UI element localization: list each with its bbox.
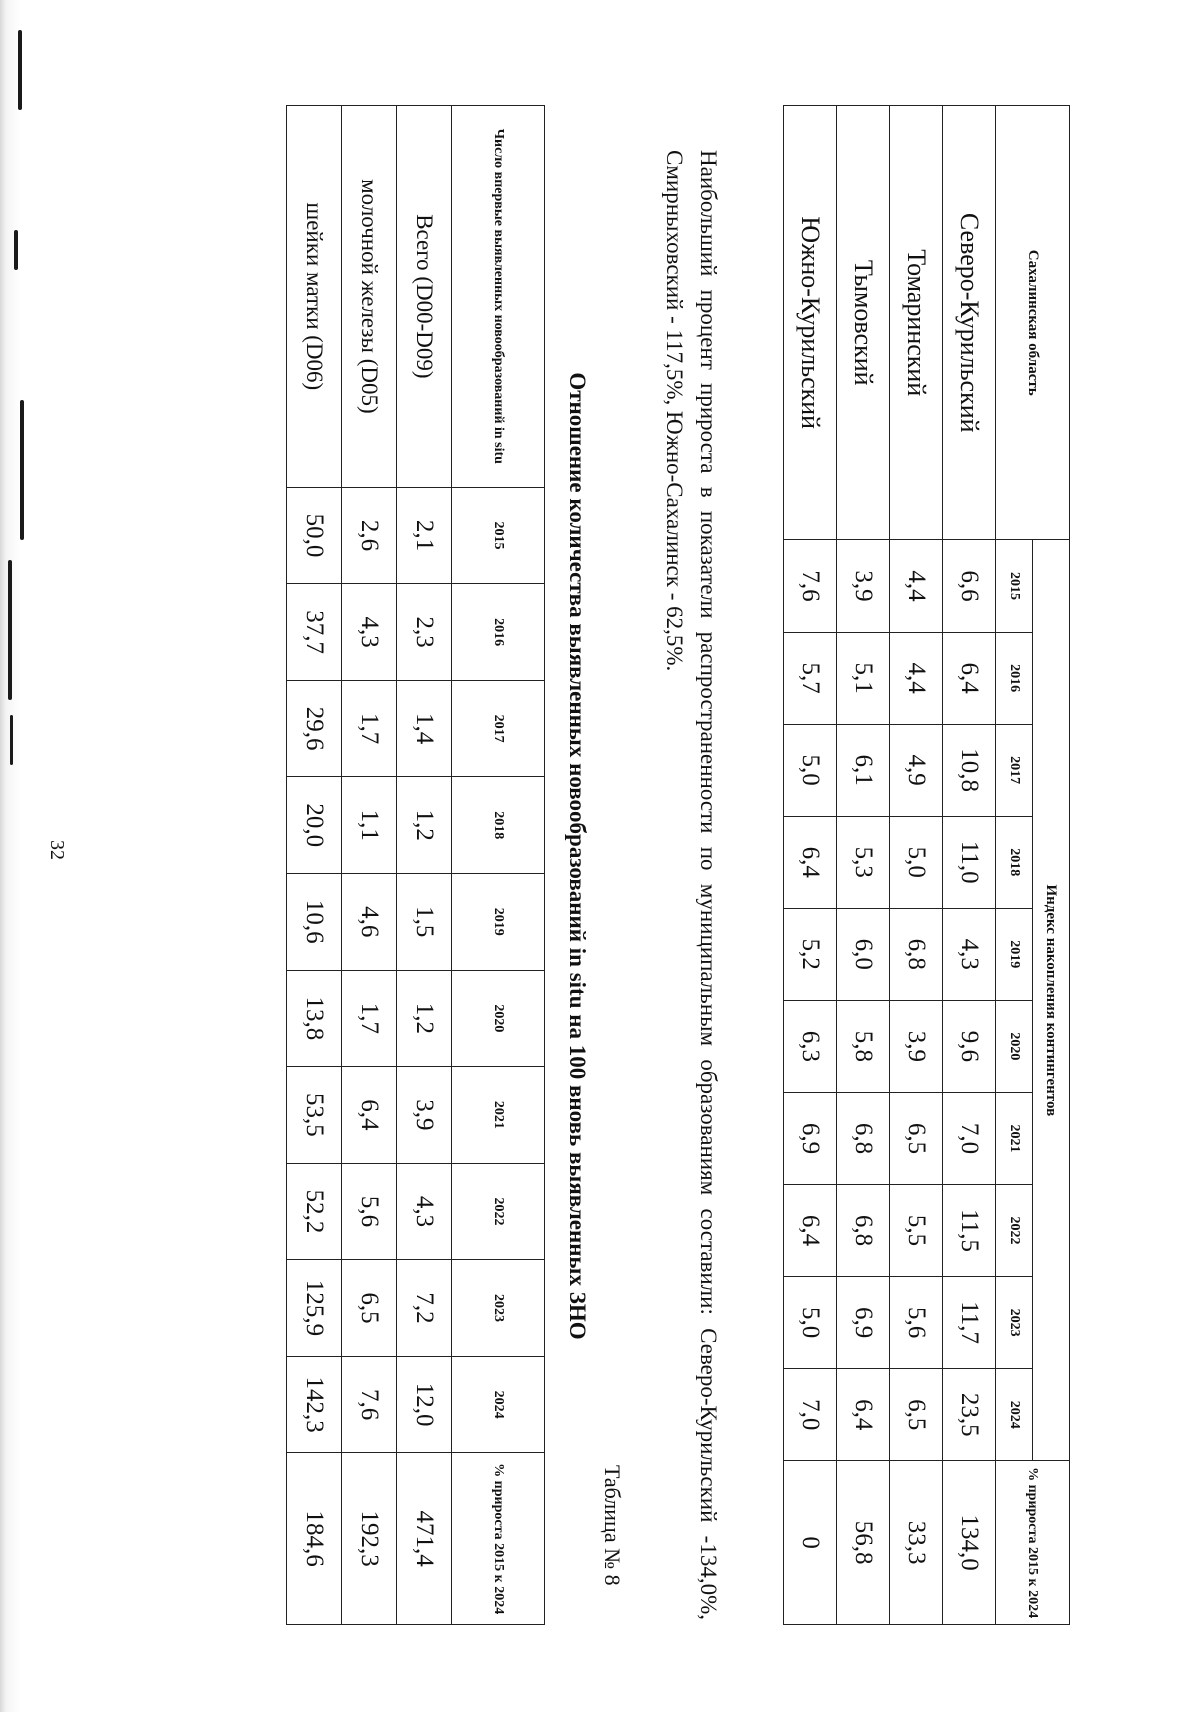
- header-pct: % прироста 2015 к 2024: [996, 1461, 1070, 1625]
- value-cell: 5,6: [890, 1277, 943, 1369]
- area-name: Южно-Курильский: [784, 106, 837, 540]
- value-cell: 10,6: [287, 873, 342, 970]
- year-header: 2019: [452, 873, 545, 970]
- value-cell: 6,9: [784, 1092, 837, 1184]
- year-header: 2020: [996, 1000, 1033, 1092]
- header-row: [452, 106, 545, 1625]
- year-header: 2015: [452, 487, 545, 584]
- value-cell: 12,0: [397, 1356, 452, 1453]
- year-header: 2017: [452, 680, 545, 777]
- year-header: 2020: [452, 970, 545, 1067]
- growth-paragraph: Наибольший процент прироста в показатели распространенности по муниципальным образованиям составили: Северо-Курильский -134,0%, Смирныховский - 117,5%, Южно-Сахалинск - 62,5%.: [662, 150, 721, 1620]
- value-cell: 13,8: [287, 970, 342, 1067]
- area-name: Северо-Курильский: [943, 106, 996, 540]
- value-cell: 29,6: [287, 680, 342, 777]
- pct-cell: 0: [784, 1461, 837, 1625]
- value-cell: 2,3: [397, 584, 452, 681]
- value-cell: 1,2: [397, 970, 452, 1067]
- value-cell: 9,6: [943, 1000, 996, 1092]
- year-header: 2019: [996, 908, 1033, 1000]
- year-header: 2024: [996, 1369, 1033, 1461]
- table-row: [287, 106, 342, 1625]
- value-cell: 2,1: [397, 487, 452, 584]
- value-cell: 7,2: [397, 1260, 452, 1357]
- value-cell: 6,0: [837, 908, 890, 1000]
- value-cell: 142,3: [287, 1356, 342, 1453]
- value-cell: 5,5: [890, 1185, 943, 1277]
- value-cell: 6,8: [837, 1092, 890, 1184]
- year-header: 2021: [452, 1067, 545, 1164]
- value-cell: 53,5: [287, 1067, 342, 1164]
- value-cell: 6,5: [342, 1260, 397, 1357]
- value-cell: 6,9: [837, 1277, 890, 1369]
- accumulation-index-table: [783, 105, 1070, 1625]
- value-cell: 5,8: [837, 1000, 890, 1092]
- table-row: [397, 106, 452, 1625]
- header-pct: % прироста 2015 к 2024: [452, 1453, 545, 1625]
- table-row: [342, 106, 397, 1625]
- value-cell: 4,6: [342, 873, 397, 970]
- value-cell: 1,2: [397, 777, 452, 874]
- table-row: [784, 106, 837, 1625]
- year-header: 2018: [996, 816, 1033, 908]
- year-header: 2022: [452, 1163, 545, 1260]
- value-cell: 5,0: [784, 724, 837, 816]
- value-cell: 6,4: [784, 816, 837, 908]
- year-header: 2018: [452, 777, 545, 874]
- value-cell: 50,0: [287, 487, 342, 584]
- table-row: [837, 106, 890, 1625]
- pct-cell: 134,0: [943, 1461, 996, 1625]
- year-header: 2016: [996, 632, 1033, 724]
- value-cell: 7,6: [342, 1356, 397, 1453]
- table-row: [890, 106, 943, 1625]
- value-cell: 7,6: [784, 540, 837, 632]
- header-index: Индекс накопления контингентов: [1033, 540, 1070, 1461]
- value-cell: 3,9: [397, 1067, 452, 1164]
- in-situ-ratio-table: [286, 105, 545, 1625]
- value-cell: 125,9: [287, 1260, 342, 1357]
- value-cell: 4,3: [397, 1163, 452, 1260]
- value-cell: 5,0: [890, 816, 943, 908]
- value-cell: 6,1: [837, 724, 890, 816]
- value-cell: 6,8: [837, 1185, 890, 1277]
- value-cell: 4,9: [890, 724, 943, 816]
- value-cell: 1,1: [342, 777, 397, 874]
- value-cell: 3,9: [890, 1000, 943, 1092]
- header-area: Сахалинская область: [996, 106, 1070, 540]
- value-cell: 11,0: [943, 816, 996, 908]
- year-header: 2016: [452, 584, 545, 681]
- value-cell: 11,5: [943, 1185, 996, 1277]
- area-name: Тымовский: [837, 106, 890, 540]
- value-cell: 11,7: [943, 1277, 996, 1369]
- value-cell: 5,7: [784, 632, 837, 724]
- value-cell: 5,3: [837, 816, 890, 908]
- value-cell: 2,6: [342, 487, 397, 584]
- value-cell: 52,2: [287, 1163, 342, 1260]
- pct-cell: 471,4: [397, 1453, 452, 1625]
- row-label: шейки матки (D06): [287, 106, 342, 488]
- year-header: 2021: [996, 1092, 1033, 1184]
- table-body: [287, 106, 452, 1625]
- value-cell: 6,6: [943, 540, 996, 632]
- value-cell: 6,4: [784, 1185, 837, 1277]
- pct-cell: 192,3: [342, 1453, 397, 1625]
- value-cell: 6,8: [890, 908, 943, 1000]
- row-label: Всего (D00-D09): [397, 106, 452, 488]
- value-cell: 7,0: [784, 1369, 837, 1461]
- table-row: [943, 106, 996, 1625]
- row-label: молочной железы (D05): [342, 106, 397, 488]
- table-number: Таблица № 8: [600, 1465, 625, 1586]
- year-header: 2015: [996, 540, 1033, 632]
- value-cell: 7,0: [943, 1092, 996, 1184]
- value-cell: 10,8: [943, 724, 996, 816]
- value-cell: 37,7: [287, 584, 342, 681]
- value-cell: 1,4: [397, 680, 452, 777]
- year-header: 2023: [452, 1260, 545, 1357]
- value-cell: 4,3: [342, 584, 397, 681]
- year-header: 2023: [996, 1277, 1033, 1369]
- value-cell: 23,5: [943, 1369, 996, 1461]
- value-cell: 20,0: [287, 777, 342, 874]
- area-name: Томаринский: [890, 106, 943, 540]
- pct-cell: 56,8: [837, 1461, 890, 1625]
- value-cell: 1,7: [342, 970, 397, 1067]
- year-header: 2024: [452, 1356, 545, 1453]
- table-title: Отношение количества выявленных новообразований in situ на 100 вновь выявленных ЗНО: [565, 372, 590, 1340]
- value-cell: 3,9: [837, 540, 890, 632]
- value-cell: 4,4: [890, 632, 943, 724]
- value-cell: 5,0: [784, 1277, 837, 1369]
- value-cell: 6,3: [784, 1000, 837, 1092]
- pct-cell: 184,6: [287, 1453, 342, 1625]
- value-cell: 6,4: [837, 1369, 890, 1461]
- value-cell: 1,7: [342, 680, 397, 777]
- page-number: 32: [46, 840, 68, 860]
- table-body: [784, 106, 996, 1625]
- pct-cell: 33,3: [890, 1461, 943, 1625]
- value-cell: 5,1: [837, 632, 890, 724]
- value-cell: 1,5: [397, 873, 452, 970]
- value-cell: 4,4: [890, 540, 943, 632]
- value-cell: 6,4: [342, 1067, 397, 1164]
- value-cell: 6,5: [890, 1369, 943, 1461]
- value-cell: 5,2: [784, 908, 837, 1000]
- value-cell: 4,3: [943, 908, 996, 1000]
- value-cell: 5,6: [342, 1163, 397, 1260]
- year-header: 2022: [996, 1185, 1033, 1277]
- value-cell: 6,5: [890, 1092, 943, 1184]
- header-label: Число впервые выявленных новообразований in situ: [452, 106, 545, 488]
- year-header: 2017: [996, 724, 1033, 816]
- value-cell: 6,4: [943, 632, 996, 724]
